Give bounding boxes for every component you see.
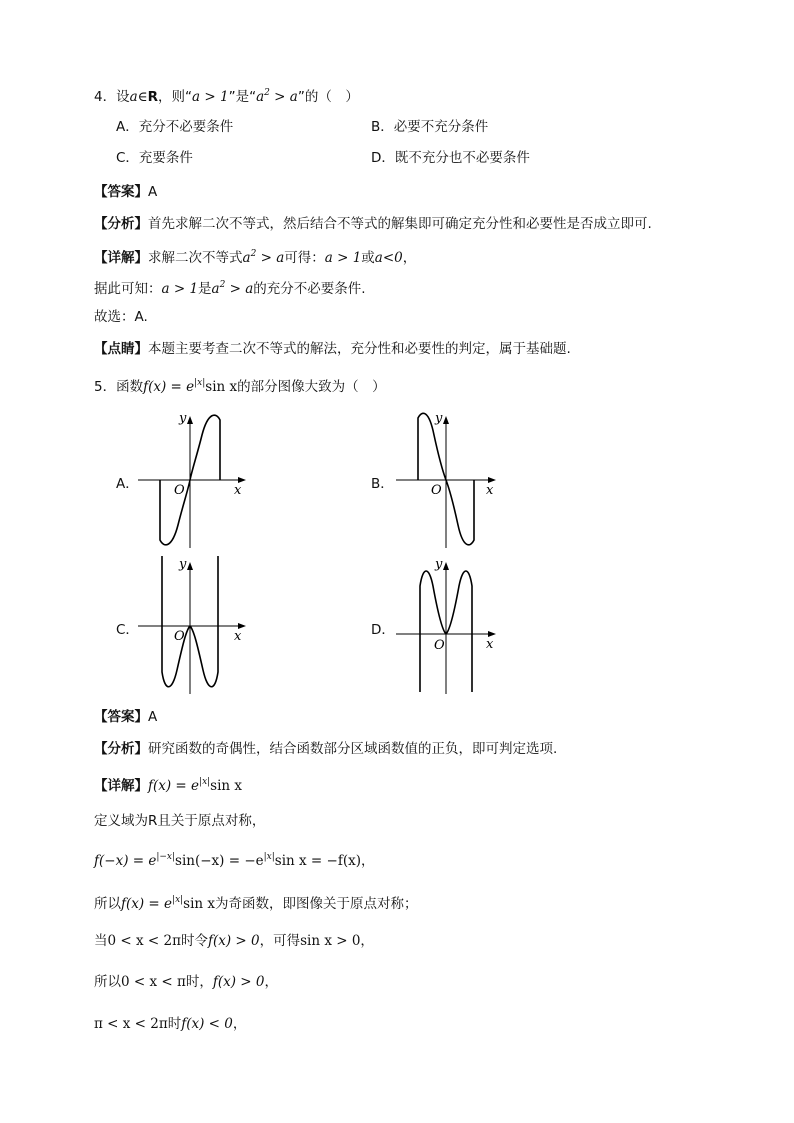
q5-when: 当0 < x < 2π时令f(x) > 0，可得sin x > 0，	[94, 933, 374, 949]
q4-option-c: C．充要条件	[116, 150, 193, 166]
q5-stem: 5．函数$f(x) = e^{|x|}\sin$ x的部分图像大致为（ ）	[94, 378, 386, 395]
q5-positive: 所以0 < x < π时，f(x) > 0，	[94, 974, 279, 990]
q4-choose: 故选：A.	[94, 309, 148, 325]
graph-c-origin: O	[174, 629, 185, 644]
graph-a-label: A．	[116, 476, 139, 492]
graph-c-label: C．	[116, 622, 139, 638]
q4-comment: 【点睛】本题主要考查二次不等式的解法，充分性和必要性的判定，属于基础题.	[94, 341, 571, 357]
q4-option-d: D．既不充分也不必要条件	[371, 150, 530, 166]
graph-a	[138, 410, 250, 550]
graph-d-y-label: y	[435, 557, 443, 572]
q5-odd-conclusion: 所以$f(x) = e^{|x|}\sin$ x为奇函数，即图像关于原点对称；	[94, 895, 418, 912]
q4-detail: 【详解】求解二次不等式$a^2 > a$可得：a > 1或a<0，	[94, 249, 417, 266]
graph-b	[396, 410, 508, 550]
graph-b-y-label: y	[435, 411, 443, 426]
q5-analysis: 【分析】研究函数的奇偶性，结合函数部分区域函数值的正负，即可判定选项.	[94, 741, 558, 757]
graph-d	[396, 556, 508, 696]
graph-c	[138, 556, 250, 696]
graph-d-x-label: x	[486, 637, 494, 652]
graph-a-x-label: x	[234, 483, 242, 498]
q4-option-b: B．必要不充分条件	[371, 119, 489, 135]
q5-odd-check: $f(-x) = e^{|-x|}\sin(-x) = -e^{|x|}\sin$ x = −f(x)，	[94, 852, 375, 869]
q4-conclusion: 据此可知：a > 1是$a^2 > a$的充分不必要条件.	[94, 280, 366, 297]
graph-c-x-label: x	[234, 629, 242, 644]
graph-a-origin: O	[174, 483, 185, 498]
graph-a-y-arrow	[187, 416, 193, 424]
graph-a-y-label: y	[179, 411, 187, 426]
q5-domain: 定义域为R且关于原点对称，	[94, 813, 266, 829]
graph-b-y-arrow	[443, 416, 449, 424]
q5-negative: π < x < 2π时f(x) < 0，	[94, 1016, 247, 1032]
q4-option-a: A．充分不必要条件	[116, 119, 234, 135]
graph-c-y-arrow	[187, 562, 193, 570]
q4-analysis: 【分析】首先求解二次不等式，然后结合不等式的解集即可确定充分性和必要性是否成立即可.	[94, 216, 652, 232]
q4-answer: 【答案】A	[94, 184, 158, 200]
q5-answer: 【答案】A	[94, 709, 158, 725]
graph-c-y-label: y	[179, 557, 187, 572]
graph-d-y-arrow	[443, 562, 449, 570]
graph-d-origin: O	[434, 638, 445, 653]
graph-d-label: D．	[371, 622, 395, 638]
q4-stem: 4．设a∈R，则“a > 1”是“$a^2 > a$”的（ ）	[94, 88, 359, 105]
graph-b-origin: O	[431, 483, 442, 498]
graph-b-label: B．	[371, 476, 394, 492]
graph-b-x-label: x	[486, 483, 494, 498]
q5-detail: 【详解】$f(x) = e^{|x|}\sin$ x	[94, 777, 243, 794]
